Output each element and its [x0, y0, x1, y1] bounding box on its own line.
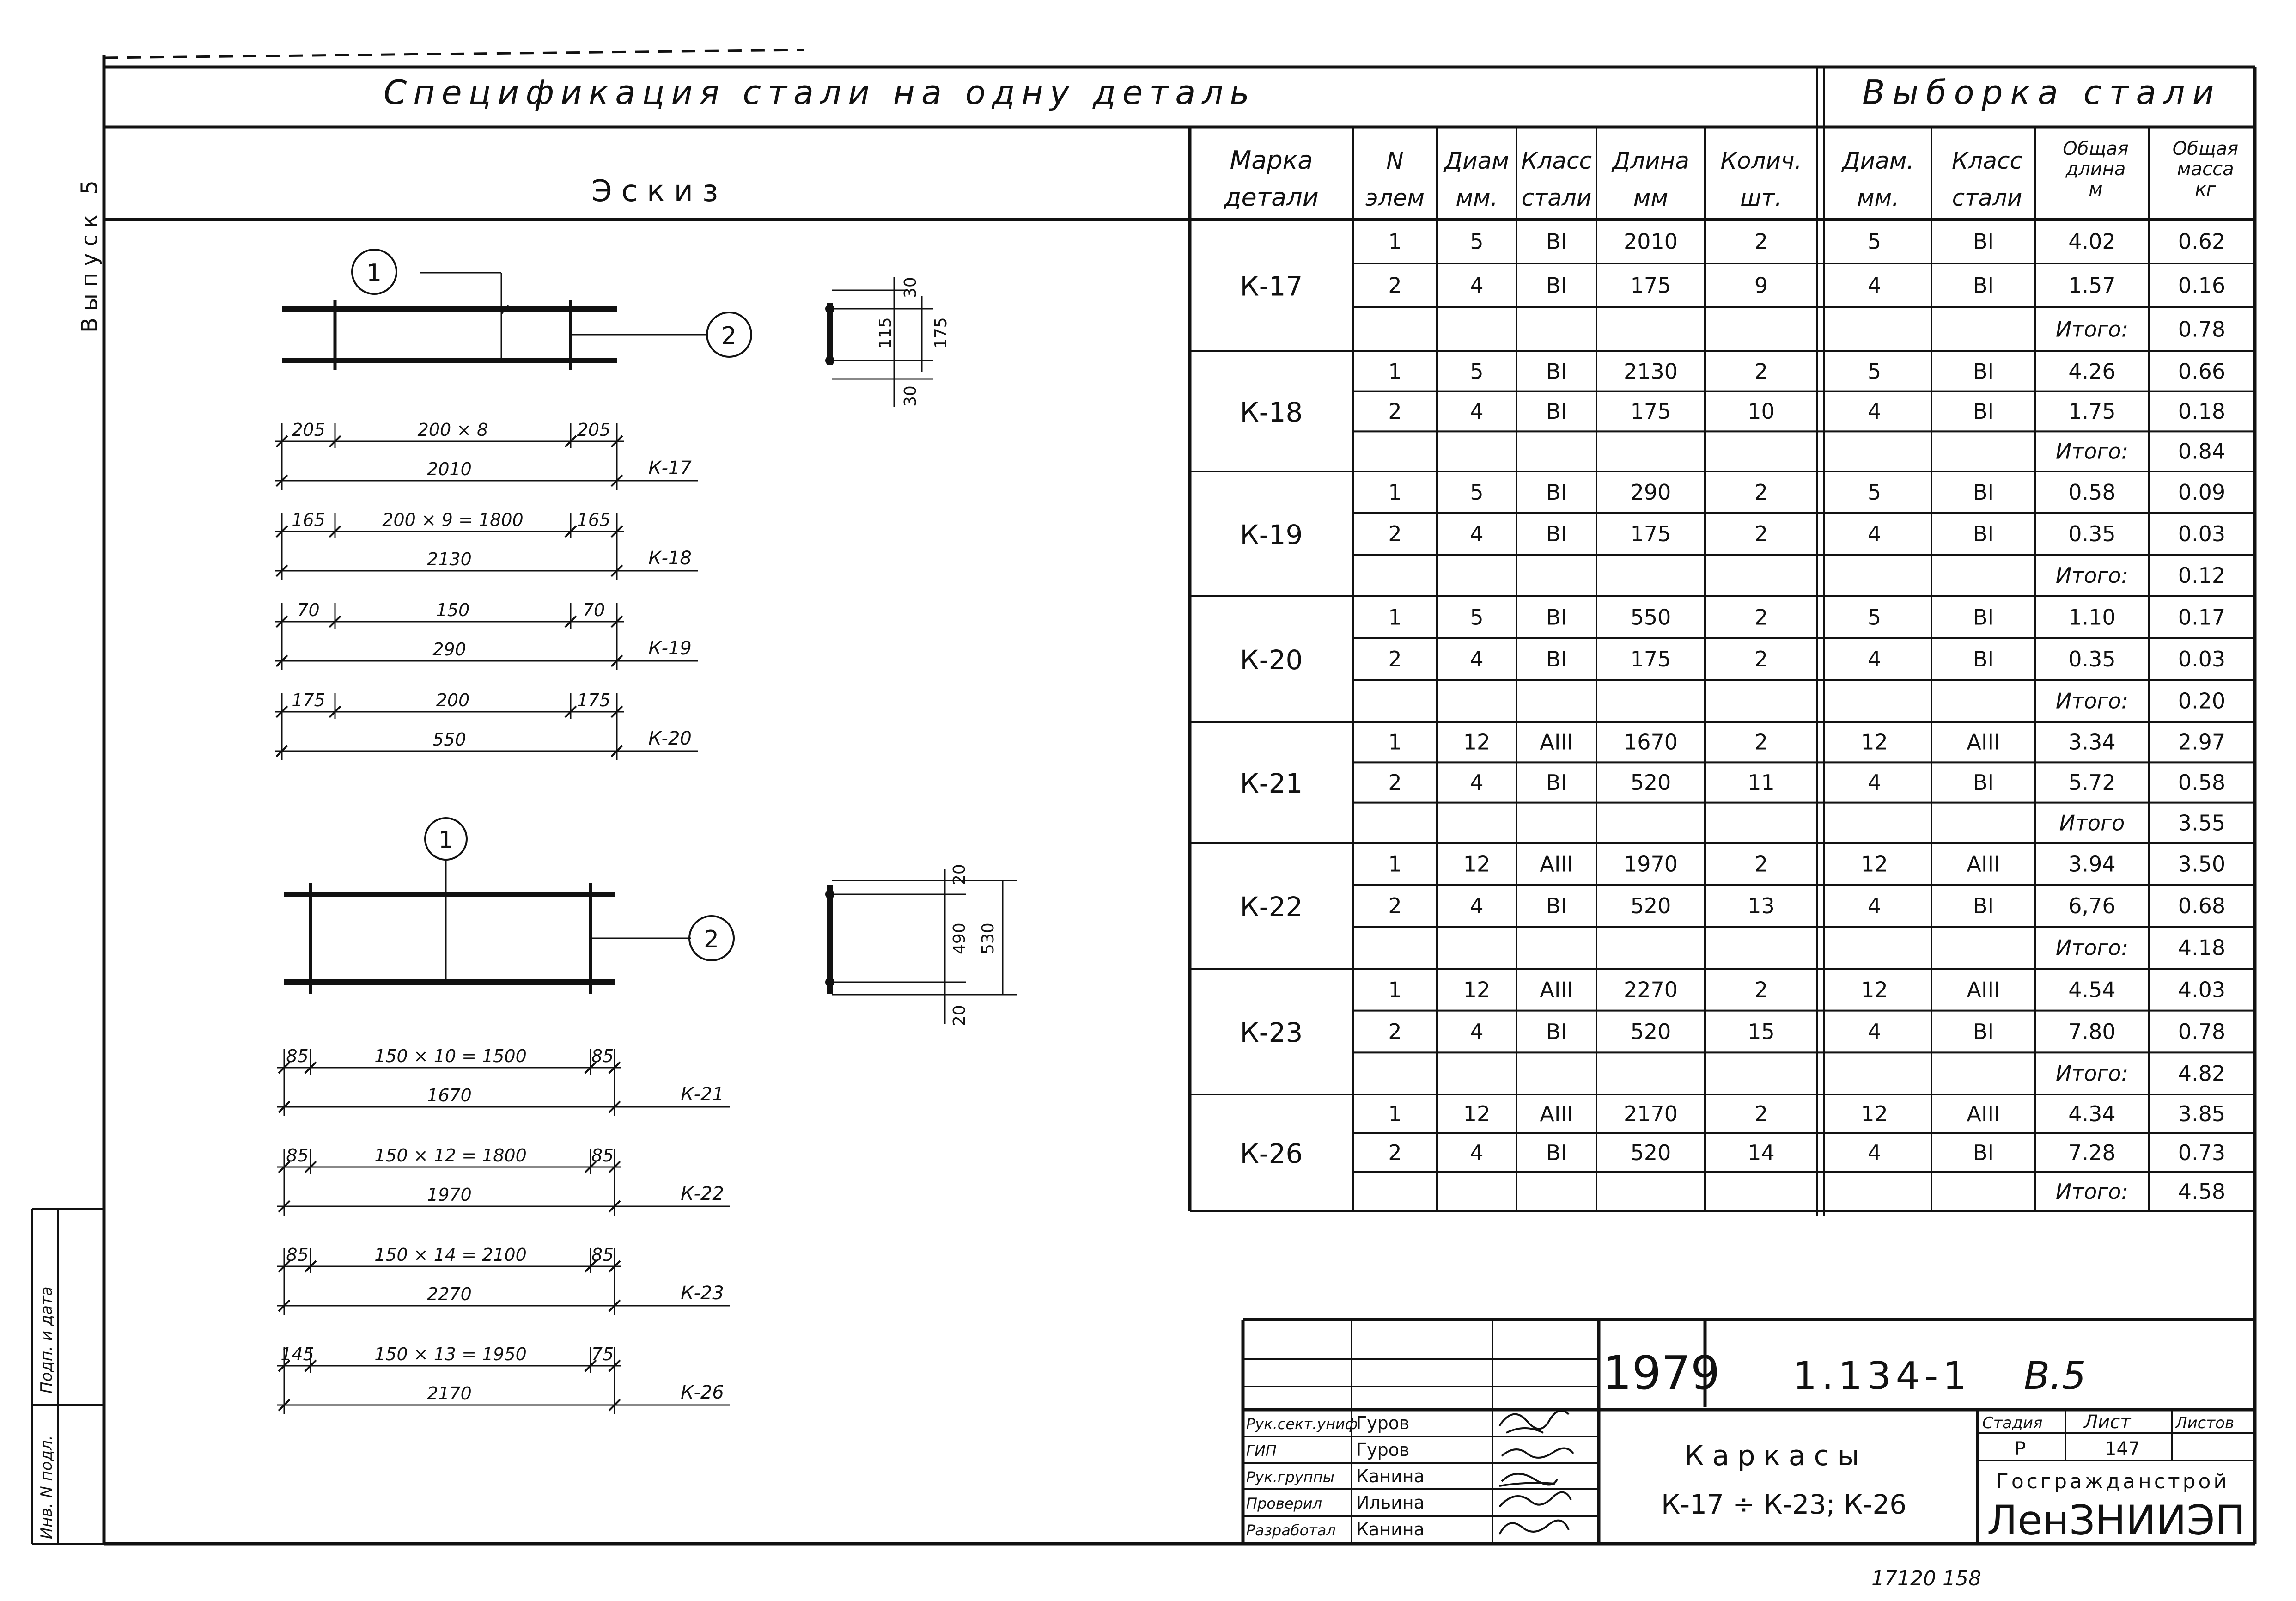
cell-tl: 4.02 — [2068, 229, 2116, 254]
header-total-len: м — [2089, 179, 2103, 200]
cell-cls: АIII — [1540, 729, 1573, 755]
part-mark: К-19 — [1240, 519, 1303, 550]
cell-sd: 4 — [1867, 399, 1882, 424]
header-total-len: длина — [2065, 159, 2126, 180]
dim-left: 85 — [286, 1145, 309, 1166]
cell-qty: 2 — [1754, 729, 1768, 755]
cell-len: 2130 — [1623, 359, 1678, 384]
section-bottom-overall: 530 — [979, 923, 998, 954]
total-label: Итого: — [2055, 439, 2129, 464]
dim-left: 85 — [286, 1245, 309, 1265]
cell-qty: 2 — [1754, 605, 1768, 630]
cell-tl: 4.34 — [2068, 1101, 2116, 1126]
cell-cls: АIII — [1540, 977, 1573, 1002]
section-bottom-a: 20 — [950, 864, 969, 885]
cell-tl: 3.94 — [2068, 851, 2116, 877]
cell-d: 4 — [1470, 399, 1484, 424]
cell-len: 175 — [1630, 399, 1671, 424]
cell-qty: 2 — [1754, 851, 1768, 877]
cell-n: 2 — [1388, 521, 1402, 546]
stamp-sheet-label: Лист — [2084, 1412, 2131, 1433]
header-s-diam: Диам. — [1842, 147, 1914, 174]
header-total-len: Общая — [2063, 138, 2129, 159]
cell-cls: ВI — [1546, 399, 1567, 424]
dim-right: 85 — [591, 1145, 614, 1166]
cell-d: 4 — [1470, 770, 1484, 795]
cell-tm: 0.16 — [2178, 273, 2226, 298]
stamp-title: Каркасы — [1684, 1440, 1868, 1472]
cell-n: 1 — [1388, 729, 1402, 755]
dim-total: 2010 — [427, 459, 472, 479]
dim-mark: К-20 — [648, 728, 692, 749]
dim-total: 550 — [432, 729, 466, 750]
dim-total: 290 — [432, 639, 466, 660]
cell-cls: ВI — [1546, 480, 1567, 505]
header-elem: N — [1386, 147, 1404, 174]
cell-tl: 1.57 — [2068, 273, 2116, 298]
cell-qty: 2 — [1754, 229, 1768, 254]
cell-qty: 11 — [1748, 770, 1775, 795]
cell-scls: АIII — [1967, 729, 2000, 755]
edition-vertical: Выпуск 5 — [77, 174, 103, 333]
cell-scls: ВI — [1973, 1019, 1994, 1044]
dim-right: 70 — [582, 600, 605, 620]
cell-sd: 12 — [1861, 1101, 1888, 1126]
section-top-c: 30 — [901, 385, 920, 407]
cell-qty: 2 — [1754, 521, 1768, 546]
cell-sd: 5 — [1867, 359, 1882, 384]
dim-mark: К-19 — [648, 638, 692, 659]
cell-sd: 4 — [1867, 770, 1882, 795]
dim-middle: 150 × 13 = 1950 — [374, 1344, 527, 1364]
header-length: мм — [1633, 184, 1669, 211]
cell-scls: ВI — [1973, 480, 1994, 505]
cell-n: 2 — [1388, 893, 1402, 918]
dim-left: 85 — [286, 1046, 309, 1066]
part-mark: К-20 — [1240, 644, 1303, 676]
cell-qty: 10 — [1748, 399, 1775, 424]
stamp-role: Разработал — [1246, 1522, 1336, 1539]
stamp-year: 1979 — [1602, 1346, 1720, 1400]
cell-tl: 0.58 — [2068, 480, 2116, 505]
header-s-class: стали — [1952, 184, 2022, 211]
cell-tm: 0.66 — [2178, 359, 2226, 384]
cell-sd: 4 — [1867, 893, 1882, 918]
part-mark: К-22 — [1240, 891, 1303, 923]
cell-d: 5 — [1470, 480, 1484, 505]
header-class: стали — [1521, 184, 1592, 211]
cell-d: 4 — [1470, 521, 1484, 546]
header-mark: Марка — [1230, 146, 1313, 175]
cell-sd: 5 — [1867, 605, 1882, 630]
part-mark: К-26 — [1240, 1138, 1303, 1169]
total-mass: 3.55 — [2178, 810, 2226, 836]
stamp-name: Канина — [1356, 1519, 1425, 1540]
cell-d: 5 — [1470, 359, 1484, 384]
sketch-top-frame — [282, 250, 950, 407]
stamp-role: Рук.группы — [1246, 1468, 1334, 1486]
dim-mark: К-26 — [681, 1382, 724, 1403]
dim-mark: К-17 — [648, 458, 692, 479]
dim-right: 75 — [591, 1344, 614, 1364]
header-s-diam: мм. — [1857, 184, 1900, 211]
section-bottom-b: 490 — [950, 923, 969, 954]
cell-len: 520 — [1630, 770, 1671, 795]
cell-tl: 0.35 — [2068, 647, 2116, 672]
cell-cls: ВI — [1546, 359, 1567, 384]
cell-n: 2 — [1388, 1019, 1402, 1044]
dim-middle: 150 × 12 = 1800 — [374, 1145, 527, 1166]
cell-len: 175 — [1630, 273, 1671, 298]
dim-mark: К-21 — [681, 1084, 724, 1105]
stamp-edition: В.5 — [2024, 1354, 2086, 1398]
title-block — [1243, 1320, 2255, 1544]
cell-qty: 2 — [1754, 359, 1768, 384]
cell-sd: 4 — [1867, 647, 1882, 672]
stamp-role: ГИП — [1246, 1442, 1277, 1460]
total-mass: 4.18 — [2178, 935, 2226, 960]
cell-n: 2 — [1388, 770, 1402, 795]
total-label: Итого: — [2055, 563, 2129, 588]
cell-len: 2270 — [1623, 977, 1678, 1002]
cell-cls: АIII — [1540, 851, 1573, 877]
total-mass: 0.12 — [2178, 563, 2226, 588]
section-top-overall: 175 — [932, 317, 950, 349]
cell-len: 2170 — [1623, 1101, 1678, 1126]
dim-left: 145 — [280, 1344, 314, 1364]
cell-tm: 0.03 — [2178, 521, 2226, 546]
cell-tm: 0.73 — [2178, 1140, 2226, 1165]
total-mass: 0.78 — [2178, 317, 2226, 342]
dim-total: 1970 — [427, 1185, 472, 1205]
cell-sd: 12 — [1861, 851, 1888, 877]
cell-len: 520 — [1630, 1140, 1671, 1165]
stamp-stage-label: Стадия — [1982, 1414, 2043, 1432]
sketch-bottom-frame — [284, 818, 1017, 1026]
dim-middle: 200 × 8 — [417, 420, 488, 440]
header-diam: мм. — [1456, 184, 1498, 211]
cell-qty: 2 — [1754, 977, 1768, 1002]
dim-right: 85 — [591, 1245, 614, 1265]
cell-qty: 9 — [1754, 273, 1768, 298]
header-total-mass: Общая — [2172, 138, 2239, 159]
sketch-label: Эскиз — [591, 174, 728, 208]
cell-n: 2 — [1388, 399, 1402, 424]
callout-2: 2 — [721, 322, 737, 350]
total-mass: 4.82 — [2178, 1061, 2226, 1086]
dim-middle: 150 × 10 = 1500 — [374, 1046, 527, 1066]
cell-len: 1670 — [1623, 729, 1678, 755]
cell-tl: 5.72 — [2068, 770, 2116, 795]
cell-len: 520 — [1630, 893, 1671, 918]
cell-scls: ВI — [1973, 521, 1994, 546]
cell-d: 12 — [1463, 851, 1491, 877]
cell-sd: 4 — [1867, 273, 1882, 298]
sketch-bottom-dimensions — [277, 1046, 730, 1414]
spec-title: Спецификация стали на одну деталь — [384, 73, 1256, 112]
footer-note: 17120 158 — [1871, 1567, 1981, 1590]
total-label: Итого: — [2055, 317, 2129, 342]
header-class: Класс — [1521, 147, 1592, 174]
cell-scls: ВI — [1973, 229, 1994, 254]
cell-sd: 5 — [1867, 229, 1882, 254]
cell-cls: ВI — [1546, 647, 1567, 672]
cell-d: 5 — [1470, 229, 1484, 254]
header-elem: элем — [1365, 184, 1425, 211]
side-stamp — [32, 1209, 104, 1544]
dim-right: 205 — [577, 420, 611, 440]
stamp-role: Рук.сект.униф — [1246, 1415, 1358, 1433]
cell-cls: ВI — [1546, 770, 1567, 795]
cell-qty: 15 — [1748, 1019, 1775, 1044]
dim-left: 165 — [292, 510, 325, 530]
section-top-b: 115 — [876, 317, 895, 349]
cell-scls: ВI — [1973, 770, 1994, 795]
cell-cls: ВI — [1546, 893, 1567, 918]
cell-tm: 4.03 — [2178, 977, 2226, 1002]
cell-scls: АIII — [1967, 851, 2000, 877]
cell-sd: 12 — [1861, 729, 1888, 755]
cell-tl: 7.28 — [2068, 1140, 2116, 1165]
cell-sd: 4 — [1867, 1019, 1882, 1044]
cell-tm: 0.78 — [2178, 1019, 2226, 1044]
cell-n: 1 — [1388, 605, 1402, 630]
cell-len: 520 — [1630, 1019, 1671, 1044]
dim-total: 2170 — [427, 1383, 472, 1404]
cell-n: 1 — [1388, 229, 1402, 254]
cell-cls: ВI — [1546, 1019, 1567, 1044]
stamp-name: Ильина — [1356, 1492, 1425, 1513]
cell-scls: ВI — [1973, 1140, 1994, 1165]
cell-tl: 7.80 — [2068, 1019, 2116, 1044]
cell-len: 290 — [1630, 480, 1671, 505]
cell-scls: АIII — [1967, 1101, 2000, 1126]
part-mark: К-18 — [1240, 397, 1303, 428]
part-mark: К-23 — [1240, 1017, 1303, 1048]
cell-len: 175 — [1630, 647, 1671, 672]
cell-tm: 0.18 — [2178, 399, 2226, 424]
cell-tl: 6,76 — [2068, 893, 2116, 918]
stamp-name: Гуров — [1356, 1413, 1410, 1433]
cell-tl: 3.34 — [2068, 729, 2116, 755]
cell-len: 2010 — [1623, 229, 1678, 254]
cell-scls: ВI — [1973, 893, 1994, 918]
stamp-people — [1246, 1413, 1425, 1540]
cell-sd: 5 — [1867, 480, 1882, 505]
cell-d: 5 — [1470, 605, 1484, 630]
cell-cls: ВI — [1546, 1140, 1567, 1165]
section-bottom-c: 20 — [950, 1005, 969, 1026]
stamp-code: 1.134-1 — [1793, 1354, 1972, 1398]
cell-d: 12 — [1463, 977, 1491, 1002]
cell-cls: ВI — [1546, 605, 1567, 630]
dim-right: 85 — [591, 1046, 614, 1066]
cell-tm: 0.03 — [2178, 647, 2226, 672]
sample-title: Выборка стали — [1862, 73, 2222, 112]
stamp-org: ЛенЗНИИЭП — [1987, 1497, 2246, 1544]
header-qty: шт. — [1740, 184, 1782, 211]
total-mass: 4.58 — [2178, 1179, 2226, 1204]
cell-scls: ВI — [1973, 359, 1994, 384]
cell-n: 2 — [1388, 1140, 1402, 1165]
part-mark: К-17 — [1240, 270, 1303, 302]
cell-scls: ВI — [1973, 273, 1994, 298]
dim-mark: К-22 — [681, 1183, 724, 1204]
cell-sd: 4 — [1867, 1140, 1882, 1165]
cell-qty: 13 — [1748, 893, 1775, 918]
cell-tm: 0.09 — [2178, 480, 2226, 505]
cell-len: 550 — [1630, 605, 1671, 630]
callout-1b: 1 — [438, 826, 453, 853]
dim-total: 2130 — [427, 549, 472, 569]
part-mark: К-21 — [1240, 768, 1303, 799]
cell-tl: 1.10 — [2068, 605, 2116, 630]
header-mark: детали — [1224, 183, 1319, 212]
cell-n: 1 — [1388, 977, 1402, 1002]
header-length: Длина — [1612, 147, 1689, 174]
cell-d: 4 — [1470, 893, 1484, 918]
cell-n: 2 — [1388, 647, 1402, 672]
cell-cls: АIII — [1540, 1101, 1573, 1126]
dim-middle: 200 — [436, 690, 470, 710]
cell-n: 1 — [1388, 851, 1402, 877]
cell-tm: 3.85 — [2178, 1101, 2226, 1126]
dim-middle: 150 — [436, 600, 470, 620]
cell-sd: 4 — [1867, 521, 1882, 546]
cell-tl: 0.35 — [2068, 521, 2116, 546]
cell-d: 4 — [1470, 647, 1484, 672]
header-total-mass: кг — [2195, 179, 2216, 200]
cell-len: 175 — [1630, 521, 1671, 546]
cell-tl: 4.26 — [2068, 359, 2116, 384]
dim-total: 1670 — [427, 1085, 472, 1106]
dim-right: 165 — [577, 510, 611, 530]
cell-cls: ВI — [1546, 521, 1567, 546]
cell-scls: ВI — [1973, 605, 1994, 630]
cell-d: 4 — [1470, 1140, 1484, 1165]
stamp-sheet: 147 — [2105, 1438, 2140, 1460]
side-stamp-inv: Инв. N подл. — [37, 1435, 56, 1539]
cell-scls: ВI — [1973, 647, 1994, 672]
stamp-name: Гуров — [1356, 1440, 1410, 1460]
cell-sd: 12 — [1861, 977, 1888, 1002]
total-label: Итого: — [2055, 1061, 2129, 1086]
section-top-a: 30 — [901, 277, 920, 298]
cell-cls: ВI — [1546, 229, 1567, 254]
total-label: Итого: — [2055, 1179, 2129, 1204]
sketch-top-dimensions — [275, 420, 698, 760]
stamp-agency: Госгражданстрой — [1996, 1470, 2230, 1493]
stamp-name: Канина — [1356, 1466, 1425, 1486]
total-mass: 0.84 — [2178, 439, 2226, 464]
cell-n: 1 — [1388, 1101, 1402, 1126]
cell-tm: 0.68 — [2178, 893, 2226, 918]
cell-tm: 0.58 — [2178, 770, 2226, 795]
header-qty: Колич. — [1720, 147, 1802, 174]
cell-len: 1970 — [1623, 851, 1678, 877]
cell-cls: ВI — [1546, 273, 1567, 298]
cell-n: 2 — [1388, 273, 1402, 298]
dim-right: 175 — [577, 690, 611, 710]
cell-tl: 4.54 — [2068, 977, 2116, 1002]
header-s-class: Класс — [1951, 147, 2023, 174]
cell-tm: 0.17 — [2178, 605, 2226, 630]
total-label: Итого: — [2055, 688, 2129, 714]
steel-spec-table-text — [1224, 138, 2238, 1204]
dim-mark: К-23 — [681, 1283, 724, 1304]
dim-left: 205 — [292, 420, 325, 440]
cell-d: 4 — [1470, 273, 1484, 298]
cell-tm: 2.97 — [2178, 729, 2226, 755]
cell-n: 1 — [1388, 480, 1402, 505]
cell-qty: 2 — [1754, 647, 1768, 672]
dim-total: 2270 — [427, 1284, 472, 1304]
cell-d: 4 — [1470, 1019, 1484, 1044]
cell-qty: 14 — [1748, 1140, 1775, 1165]
cell-qty: 2 — [1754, 1101, 1768, 1126]
cell-d: 12 — [1463, 729, 1491, 755]
dim-mark: К-18 — [648, 548, 692, 569]
stamp-stage: Р — [2015, 1438, 2026, 1460]
callout-2b: 2 — [704, 926, 719, 953]
cell-scls: АIII — [1967, 977, 2000, 1002]
stamp-sheets-label: Листов — [2175, 1414, 2235, 1432]
side-stamp-sign: Подп. и дата — [37, 1286, 56, 1393]
dim-left: 70 — [297, 600, 320, 620]
cell-tm: 0.62 — [2178, 229, 2226, 254]
total-mass: 0.20 — [2178, 688, 2226, 714]
header-diam: Диам — [1444, 147, 1509, 174]
stamp-subtitle: К-17 ÷ К-23; К-26 — [1661, 1489, 1907, 1520]
cell-n: 1 — [1388, 359, 1402, 384]
callout-1: 1 — [366, 259, 382, 287]
dim-middle: 150 × 14 = 2100 — [374, 1245, 527, 1265]
dim-middle: 200 × 9 = 1800 — [382, 510, 524, 530]
cell-tm: 3.50 — [2178, 851, 2226, 877]
cell-tl: 1.75 — [2068, 399, 2116, 424]
cell-d: 12 — [1463, 1101, 1491, 1126]
cell-scls: ВI — [1973, 399, 1994, 424]
dim-left: 175 — [292, 690, 325, 710]
stamp-role: Проверил — [1246, 1495, 1322, 1512]
cell-qty: 2 — [1754, 480, 1768, 505]
header-total-mass: масса — [2177, 159, 2234, 180]
total-label: Итого — [2059, 810, 2125, 836]
total-label: Итого: — [2055, 935, 2129, 960]
